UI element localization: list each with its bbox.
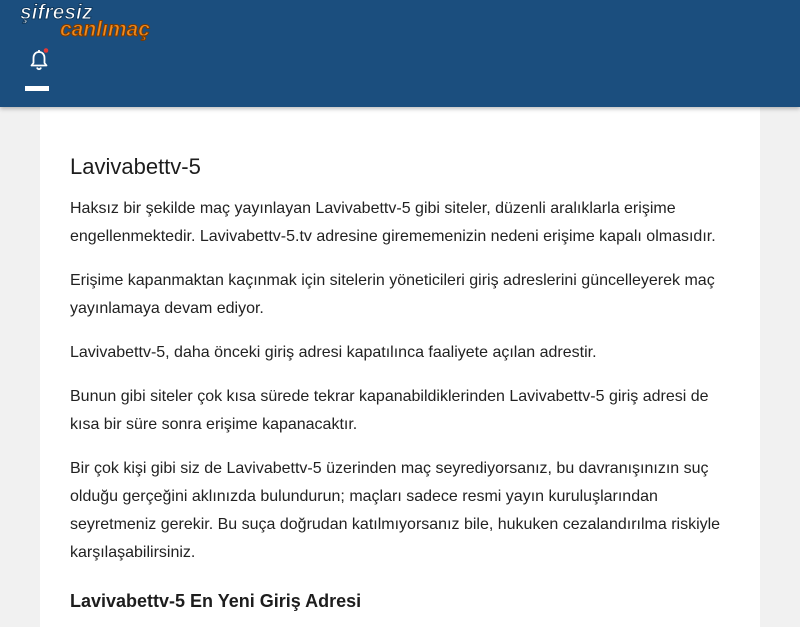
article-paragraph-5: Bir çok kişi gibi siz de Lavivabettv-5 üzerinden maç seyrediyorsanız, bu davranışınızın suç olduğu gerçeğini aklınızda bulundurun; maçları sadece resmi yayın kuruluşlarından seyretmeniz gerekir. Bu suça doğrudan katılmıyorsanız bile, hukuken cezalandırılma riskiyle karşılaşabilirsiniz. xyxy=(70,460,721,561)
page-title: Lavivabettv-5 xyxy=(70,154,201,179)
logo-text-top: şifresiz xyxy=(20,1,93,24)
article-card xyxy=(40,107,760,627)
hamburger-icon[interactable] xyxy=(25,86,49,91)
article-paragraph-3: Lavivabettv-5, daha önceki giriş adresi kapatılınca faaliyete açılan adrestir. xyxy=(70,344,597,361)
article-paragraph-2: Erişime kapanmaktan kaçınmak için sitelerin yöneticileri giriş adreslerini güncelleyerek maç yayınlamaya devam ediyor. xyxy=(70,272,715,317)
article-paragraph-1: Haksız bir şekilde maç yayınlayan Lavivabettv-5 gibi siteler, düzenli aralıklarla erişime engellenmektedir. Lavivabettv-5.tv adresine girememenizin nedeni erişime kapalı olmasıdır. xyxy=(70,200,716,245)
article-paragraph-4: Bunun gibi siteler çok kısa sürede tekrar kapanabildiklerinden Lavivabettv-5 giriş adresi de kısa bir süre sonra erişime kapanacaktır. xyxy=(70,388,709,433)
logo-text-bottom: canlımaç xyxy=(60,18,150,41)
section-heading: Lavivabettv-5 En Yeni Giriş Adresi xyxy=(70,591,362,611)
notification-bell-button[interactable] xyxy=(27,48,51,72)
site-logo[interactable] xyxy=(20,0,168,42)
notification-dot xyxy=(44,48,49,53)
bell-icon xyxy=(27,48,51,72)
article-content xyxy=(70,151,730,615)
site-header xyxy=(0,0,800,107)
